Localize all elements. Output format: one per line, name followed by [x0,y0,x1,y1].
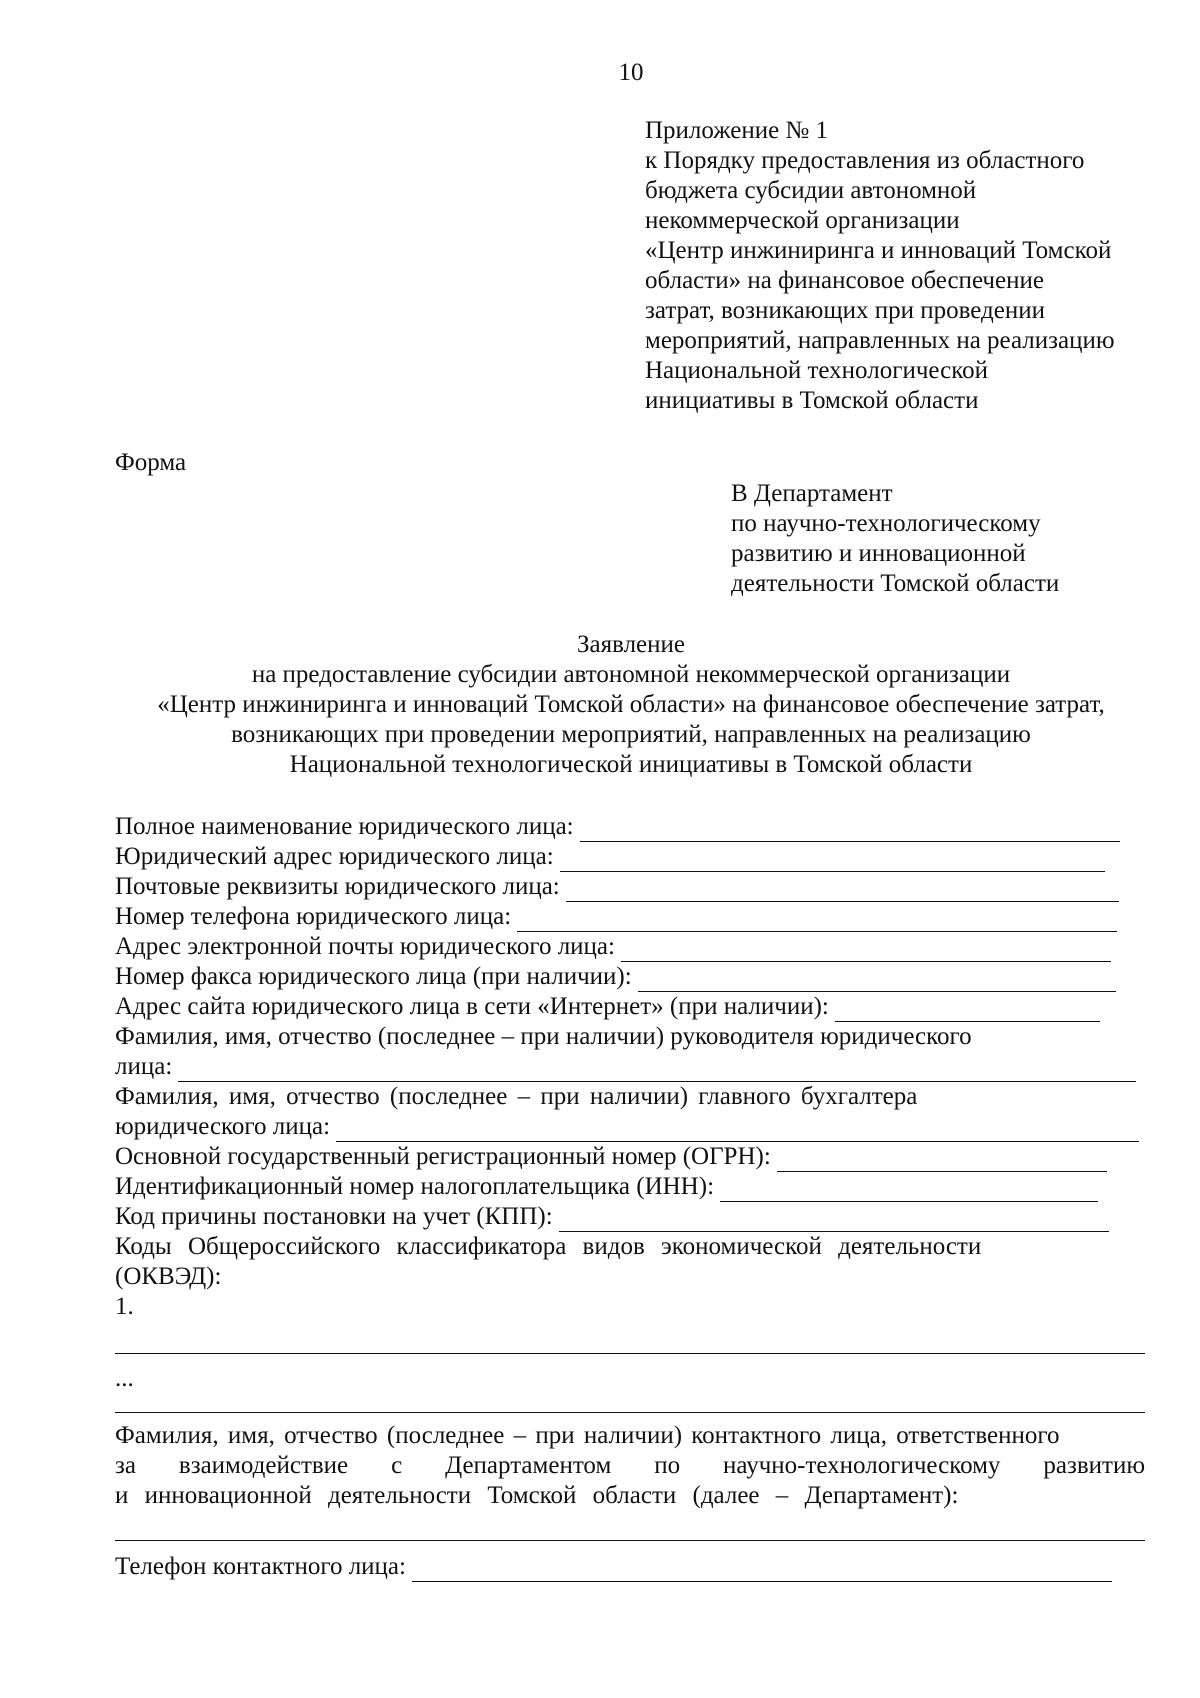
field-label: Телефон контактного лица: [115,1553,406,1580]
field-inn [115,1172,1098,1202]
accountant-input-line[interactable] [336,1119,1139,1142]
statement-subtitle-line: «Центр инжиниринга и инноваций Томской области» на финансовое обеспечение затрат, [157,691,1105,718]
field-postal-details [115,872,1119,902]
phone-input-line[interactable] [517,909,1117,932]
appendix-line: Национальной технологической [645,357,988,384]
field-label: Основной государственный регистрационный номер (ОГРН): [115,1143,771,1170]
legal-address-input-line[interactable] [560,849,1105,872]
contact-name-input-line[interactable] [115,1540,1145,1541]
contact-label-line3: и инновационной деятельности Томской области (далее – Департамент): [115,1482,959,1509]
field-label: Полное наименование юридического лица: [115,813,574,840]
website-input-line[interactable] [835,999,1100,1022]
form-label: Форма [115,449,187,476]
okved-item-line[interactable] [115,1353,1145,1354]
ogrn-input-line[interactable] [777,1149,1107,1172]
addressee-line: развитию и инновационной [731,540,1026,567]
appendix-line: бюджета субсидии автономной [645,177,977,204]
okved-item-number: 1. [115,1293,134,1320]
okved-label-cont: (ОКВЭД): [115,1263,222,1290]
addressee-line: В Департамент [731,480,893,507]
addressee-line: деятельности Томской области [731,570,1060,597]
field-label: лица: [115,1053,173,1080]
statement-subtitle-line: Национальной технологической инициативы в Томской области [289,751,973,778]
email-input-line[interactable] [621,939,1111,962]
postal-details-input-line[interactable] [566,879,1119,902]
statement-subtitle-line: возникающих при проведении мероприятий, направленных на реализацию [231,721,1031,748]
field-legal-address [115,842,1105,872]
appendix-header [645,116,1115,416]
fax-input-line[interactable] [638,969,1116,992]
field-email [115,932,1111,962]
accountant-label: Фамилия, имя, отчество (последнее – при наличии) главного бухгалтера [115,1083,918,1110]
statement-title: Заявление [576,631,686,658]
contact-label-line1: Фамилия, имя, отчество (последнее – при наличии) контактного лица, ответственного [115,1422,1060,1449]
head-name-input-line[interactable] [178,1059,1136,1082]
appendix-line: инициативы в Томской области [645,387,979,414]
inn-input-line[interactable] [720,1179,1098,1202]
appendix-line: затрат, возникающих при проведении [645,297,1045,324]
statement-heading [0,630,1200,780]
field-kpp [115,1202,1109,1232]
page-number: 10 [618,59,644,86]
field-fax [115,962,1116,992]
field-label: Почтовые реквизиты юридического лица: [115,873,560,900]
addressee-block [731,479,1059,599]
field-label: Адрес электронной почты юридического лица: [115,933,615,960]
field-label: юридического лица: [115,1113,331,1140]
contact-phone-input-line[interactable] [412,1559,1112,1582]
full-name-input-line[interactable] [580,819,1120,842]
appendix-line: некоммерческой организации [645,207,960,234]
field-label: Юридический адрес юридического лица: [115,843,554,870]
appendix-line: мероприятий, направленных на реализацию [645,327,1115,354]
appendix-line: области» на финансовое обеспечение [645,267,1044,294]
statement-subtitle-line: на предоставление субсидии автономной некоммерческой организации [251,661,1011,688]
kpp-input-line[interactable] [559,1209,1109,1232]
field-contact-phone [115,1552,1112,1582]
field-full-name [115,812,1120,842]
appendix-line: Приложение № 1 [645,117,829,144]
field-label: Номер факса юридического лица (при наличии): [115,963,632,990]
field-label: Идентификационный номер налогоплательщика (ИНН): [115,1173,715,1200]
field-ogrn [115,1142,1107,1172]
field-accountant [115,1112,1139,1142]
okved-ellipsis: ... [115,1365,134,1392]
field-label: Код причины постановки на учет (КПП): [115,1203,553,1230]
field-website [115,992,1100,1022]
contact-label-line2: за взаимодействие с Департаментом по научно-технологическому развитию [115,1452,1145,1479]
addressee-line: по научно-технологическому [731,510,1041,537]
okved-label: Коды Общероссийского классификатора видов экономической деятельности [115,1233,982,1260]
field-label: Номер телефона юридического лица: [115,903,512,930]
field-phone [115,902,1117,932]
field-head-name [115,1052,1136,1082]
appendix-line: к Порядку предоставления из областного [645,147,1085,174]
head-name-label: Фамилия, имя, отчество (последнее – при наличии) руководителя юридического [115,1023,972,1050]
appendix-line: «Центр инжиниринга и инноваций Томской [645,237,1112,264]
okved-extra-line[interactable] [115,1412,1145,1413]
field-label: Адрес сайта юридического лица в сети «Интернет» (при наличии): [115,993,829,1020]
